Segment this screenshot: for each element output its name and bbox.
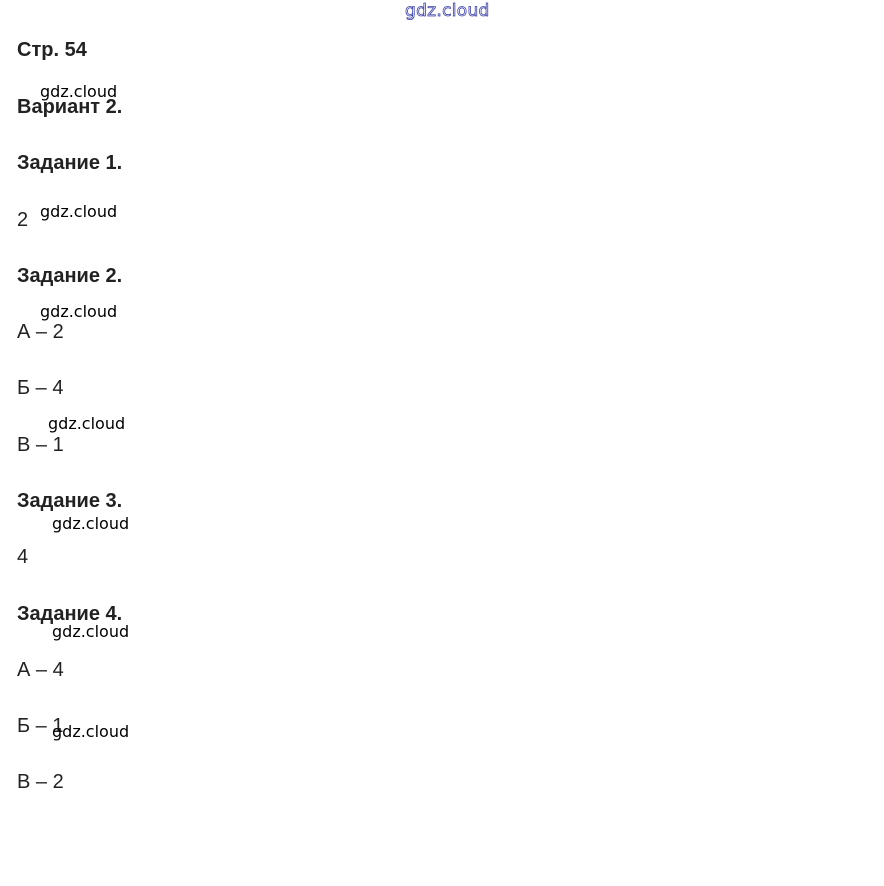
variant-title: Вариант 2. [17, 96, 123, 118]
task-4-title: Задание 4. [17, 603, 123, 625]
task-2-title: Задание 2. [17, 265, 123, 287]
task-4-answer-a: А – 4 [17, 659, 64, 681]
task-2-answer-b: Б – 4 [17, 377, 64, 399]
task-3-answer: 4 [17, 546, 29, 568]
watermark-label: gdz.cloud [52, 514, 130, 533]
watermark-label: gdz.cloud [48, 414, 126, 433]
task-1-answer: 2 [17, 209, 29, 231]
watermark-label: gdz.cloud [40, 82, 118, 101]
watermark-label: gdz.cloud [40, 202, 118, 221]
watermark-label: gdz.cloud [52, 722, 130, 741]
task-2-answer-v: В – 1 [17, 434, 64, 456]
task-2-answer-a: А – 2 [17, 321, 64, 343]
task-1-title: Задание 1. [17, 152, 123, 174]
task-4-answer-b: Б – 1 [17, 715, 64, 737]
watermark-top: gdz.cloud [405, 1, 490, 21]
watermark-label: gdz.cloud [40, 302, 118, 321]
task-3-title: Задание 3. [17, 490, 123, 512]
task-4-answer-v: В – 2 [17, 771, 64, 793]
watermark-label: gdz.cloud [52, 622, 130, 641]
page-number: Стр. 54 [17, 39, 87, 61]
